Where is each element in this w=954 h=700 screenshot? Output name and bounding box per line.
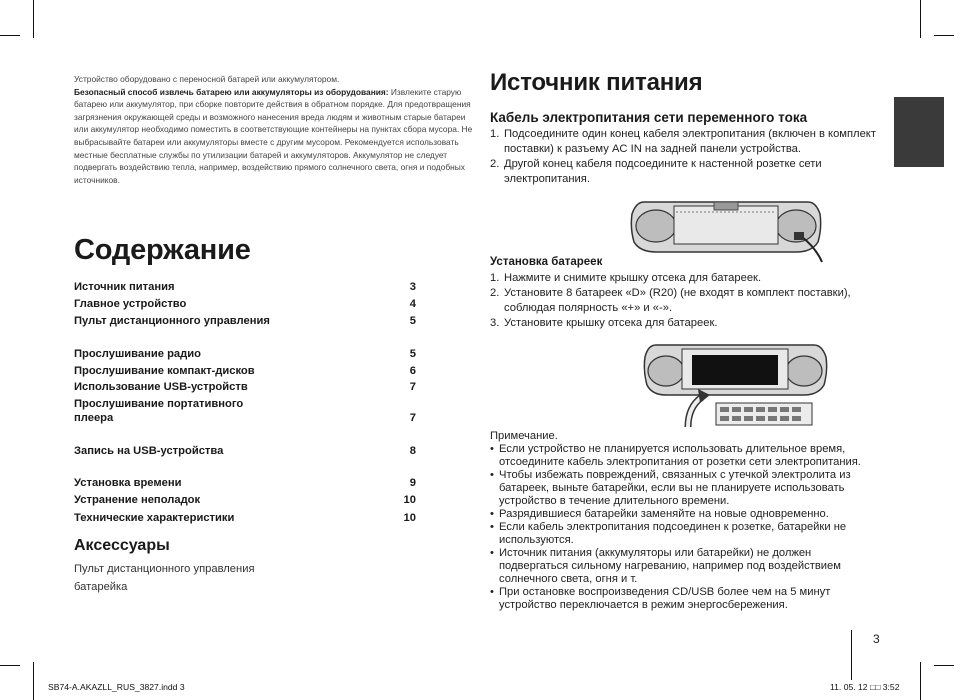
- toc-title: Использование USB-устройств: [74, 381, 248, 393]
- footer-date: 11. 05. 12 □□ 3:52: [830, 682, 900, 692]
- toc-page: 8: [409, 445, 416, 457]
- toc-page: 5: [409, 348, 416, 360]
- crop-mark: [934, 665, 954, 666]
- toc-page: 6: [409, 365, 416, 377]
- toc-page: 4: [409, 298, 416, 310]
- list-item: • Если кабель электропитания подсоединен к розетке, батарейки не используются.: [490, 521, 847, 546]
- toc-item[interactable]: [74, 347, 416, 361]
- toc-title: Установка времени: [74, 477, 182, 489]
- toc-item[interactable]: [74, 380, 416, 394]
- note-text: Чтобы избежать повреждений, связанных с утечкой электролита из батареек, выньте батарейки, если вы не планируете использовать устройство в течение длительного времени.: [499, 469, 851, 507]
- list-item: • Источник питания (аккумуляторы или батарейки) не должен подвергаться сильному нагреванию, например под воздействием солнечного света, огня и т.: [490, 547, 841, 585]
- crop-mark: [851, 630, 852, 680]
- rear-panel-illustration: [626, 192, 826, 264]
- power-title: Источник питания: [490, 69, 703, 96]
- contents-title: Содержание: [74, 234, 251, 266]
- intro-line: Устройство оборудовано с переносной батарей или аккумулятором.: [74, 74, 340, 84]
- footer-file: SB74-A.AKAZLL_RUS_3827.indd 3: [48, 682, 185, 692]
- toc-title: Запись на USB-устройства: [74, 445, 224, 457]
- crop-mark: [33, 0, 34, 38]
- note-text: При остановке воспроизведения CD/USB более чем на 5 минут устройство переключается в режим энергосбережения.: [499, 586, 831, 611]
- battery-compartment-illustration: [640, 337, 830, 429]
- toc-item[interactable]: [74, 397, 416, 425]
- toc-item[interactable]: [74, 444, 416, 458]
- note-text: Если устройство не планируется использовать длительное время, отсоедините кабель электропитания от розетки сети электропитания.: [499, 443, 861, 468]
- intro-bold: Безопасный способ извлечь батарею или аккумуляторы из оборудования:: [74, 86, 389, 97]
- cable-title: Кабель электропитания сети переменного тока: [490, 110, 808, 125]
- list-item: 3. Установите крышку отсека для батареек.: [490, 317, 718, 329]
- battery-disposal-intro: [74, 73, 479, 186]
- note-label: Примечание.: [490, 430, 558, 442]
- toc-item[interactable]: [74, 493, 416, 507]
- list-item: 1. Нажмите и снимите крышку отсека для батареек.: [490, 272, 762, 284]
- toc-title: Прослушивание компакт-дисков: [74, 365, 255, 377]
- intro-rest: Извлеките старую батарею или аккумулятор, при сборке повторите действия в обратном порядке. Для предотвращения загрязнения окружающей среды и возможного нанесения вреда людям и животным старые батареи или аккумулятор необходимо поместить в соответствующие контейнеры на пунктах сбора мусора. Не выбрасывайте батареи или аккумуляторы вместе с другим мусором. Рекомендуется использовать местные бесплатные службы по утилизации батарей и аккумуляторов. Аккумулятор не следует подвергать воздействию тепла, например, воздействию прямого солнечного света, огня и подобных источников.: [74, 86, 473, 185]
- toc-title: Устранение неполадок: [74, 494, 201, 506]
- toc-page: 3: [409, 281, 416, 293]
- toc-item[interactable]: [74, 280, 416, 294]
- crop-mark: [934, 35, 954, 36]
- step-text: Установите 8 батареек «D» (R20) (не входят в комплект поставки), соблюдая полярность «+» и «-».: [504, 287, 851, 314]
- toc-title: Пульт дистанционного управления: [74, 315, 270, 327]
- toc-item[interactable]: [74, 314, 416, 328]
- section-tab: [894, 97, 944, 167]
- list-item: 2. Установите 8 батареек «D» (R20) (не входят в комплект поставки), соблюдая полярность «+» и «-».: [490, 287, 851, 314]
- crop-mark: [0, 665, 20, 666]
- list-item: 1. Подсоедините один конец кабеля электропитания (включен в комплект поставки) к разъему AC IN на задней панели устройства.: [490, 128, 876, 155]
- accessories-title: Аксессуары: [74, 537, 170, 554]
- toc-page: 7: [409, 381, 416, 393]
- toc-item[interactable]: [74, 297, 416, 311]
- step-text: Другой конец кабеля подсоедините к настенной розетке сети электропитания.: [504, 158, 822, 185]
- cable-steps: [490, 127, 885, 187]
- list-item: • Чтобы избежать повреждений, связанных с утечкой электролита из батареек, выньте батарейки, если вы не планируете использовать устройство в течение длительного времени.: [490, 469, 851, 507]
- crop-mark: [33, 662, 34, 700]
- battery-steps: [490, 271, 885, 331]
- note-text: Разрядившиеся батарейки заменяйте на новые одновременно.: [499, 508, 829, 520]
- toc-title: Технические характеристики: [74, 512, 235, 524]
- battery-title: Установка батареек: [490, 256, 603, 268]
- list-item: • Разрядившиеся батарейки заменяйте на новые одновременно.: [490, 508, 829, 520]
- toc-title: Источник питания: [74, 281, 175, 293]
- toc-page: 9: [409, 477, 416, 489]
- accessory-item: Пульт дистанционного управления: [74, 563, 255, 575]
- step-text: Подсоедините один конец кабеля электропитания (включен в комплект поставки) к разъему AC IN на задней панели устройства.: [504, 128, 876, 155]
- toc-page: 10: [403, 494, 416, 506]
- notes: [490, 430, 880, 612]
- note-text: Источник питания (аккумуляторы или батарейки) не должен подвергаться сильному нагреванию, например под воздействием солнечного света, огня и т.: [499, 547, 841, 585]
- crop-mark: [920, 0, 921, 38]
- crop-mark: [0, 35, 20, 36]
- list-item: • При остановке воспроизведения CD/USB более чем на 5 минут устройство переключается в режим энергосбережения.: [490, 586, 831, 611]
- intro-paragraph: [74, 86, 479, 187]
- toc-item[interactable]: [74, 364, 416, 378]
- toc-title: Главное устройство: [74, 298, 187, 310]
- crop-mark: [920, 662, 921, 700]
- step-text: Нажмите и снимите крышку отсека для батареек.: [504, 272, 762, 284]
- toc-page: 7: [409, 412, 416, 424]
- list-item: 2. Другой конец кабеля подсоедините к настенной розетке сети электропитания.: [490, 158, 822, 185]
- note-text: Если кабель электропитания подсоединен к розетке, батарейки не используются.: [499, 521, 847, 546]
- toc-title: Прослушивание портативного плеера: [74, 398, 244, 424]
- page-number: 3: [873, 632, 880, 646]
- toc-item[interactable]: [74, 476, 416, 490]
- list-item: • Если устройство не планируется использовать длительное время, отсоедините кабель электропитания от розетки сети электропитания.: [490, 443, 861, 468]
- toc-page: 5: [409, 315, 416, 327]
- toc-title: Прослушивание радио: [74, 348, 201, 360]
- step-text: Установите крышку отсека для батареек.: [504, 317, 718, 329]
- toc-page: 10: [403, 512, 416, 524]
- accessory-item: батарейка: [74, 581, 128, 593]
- toc-item[interactable]: [74, 511, 416, 525]
